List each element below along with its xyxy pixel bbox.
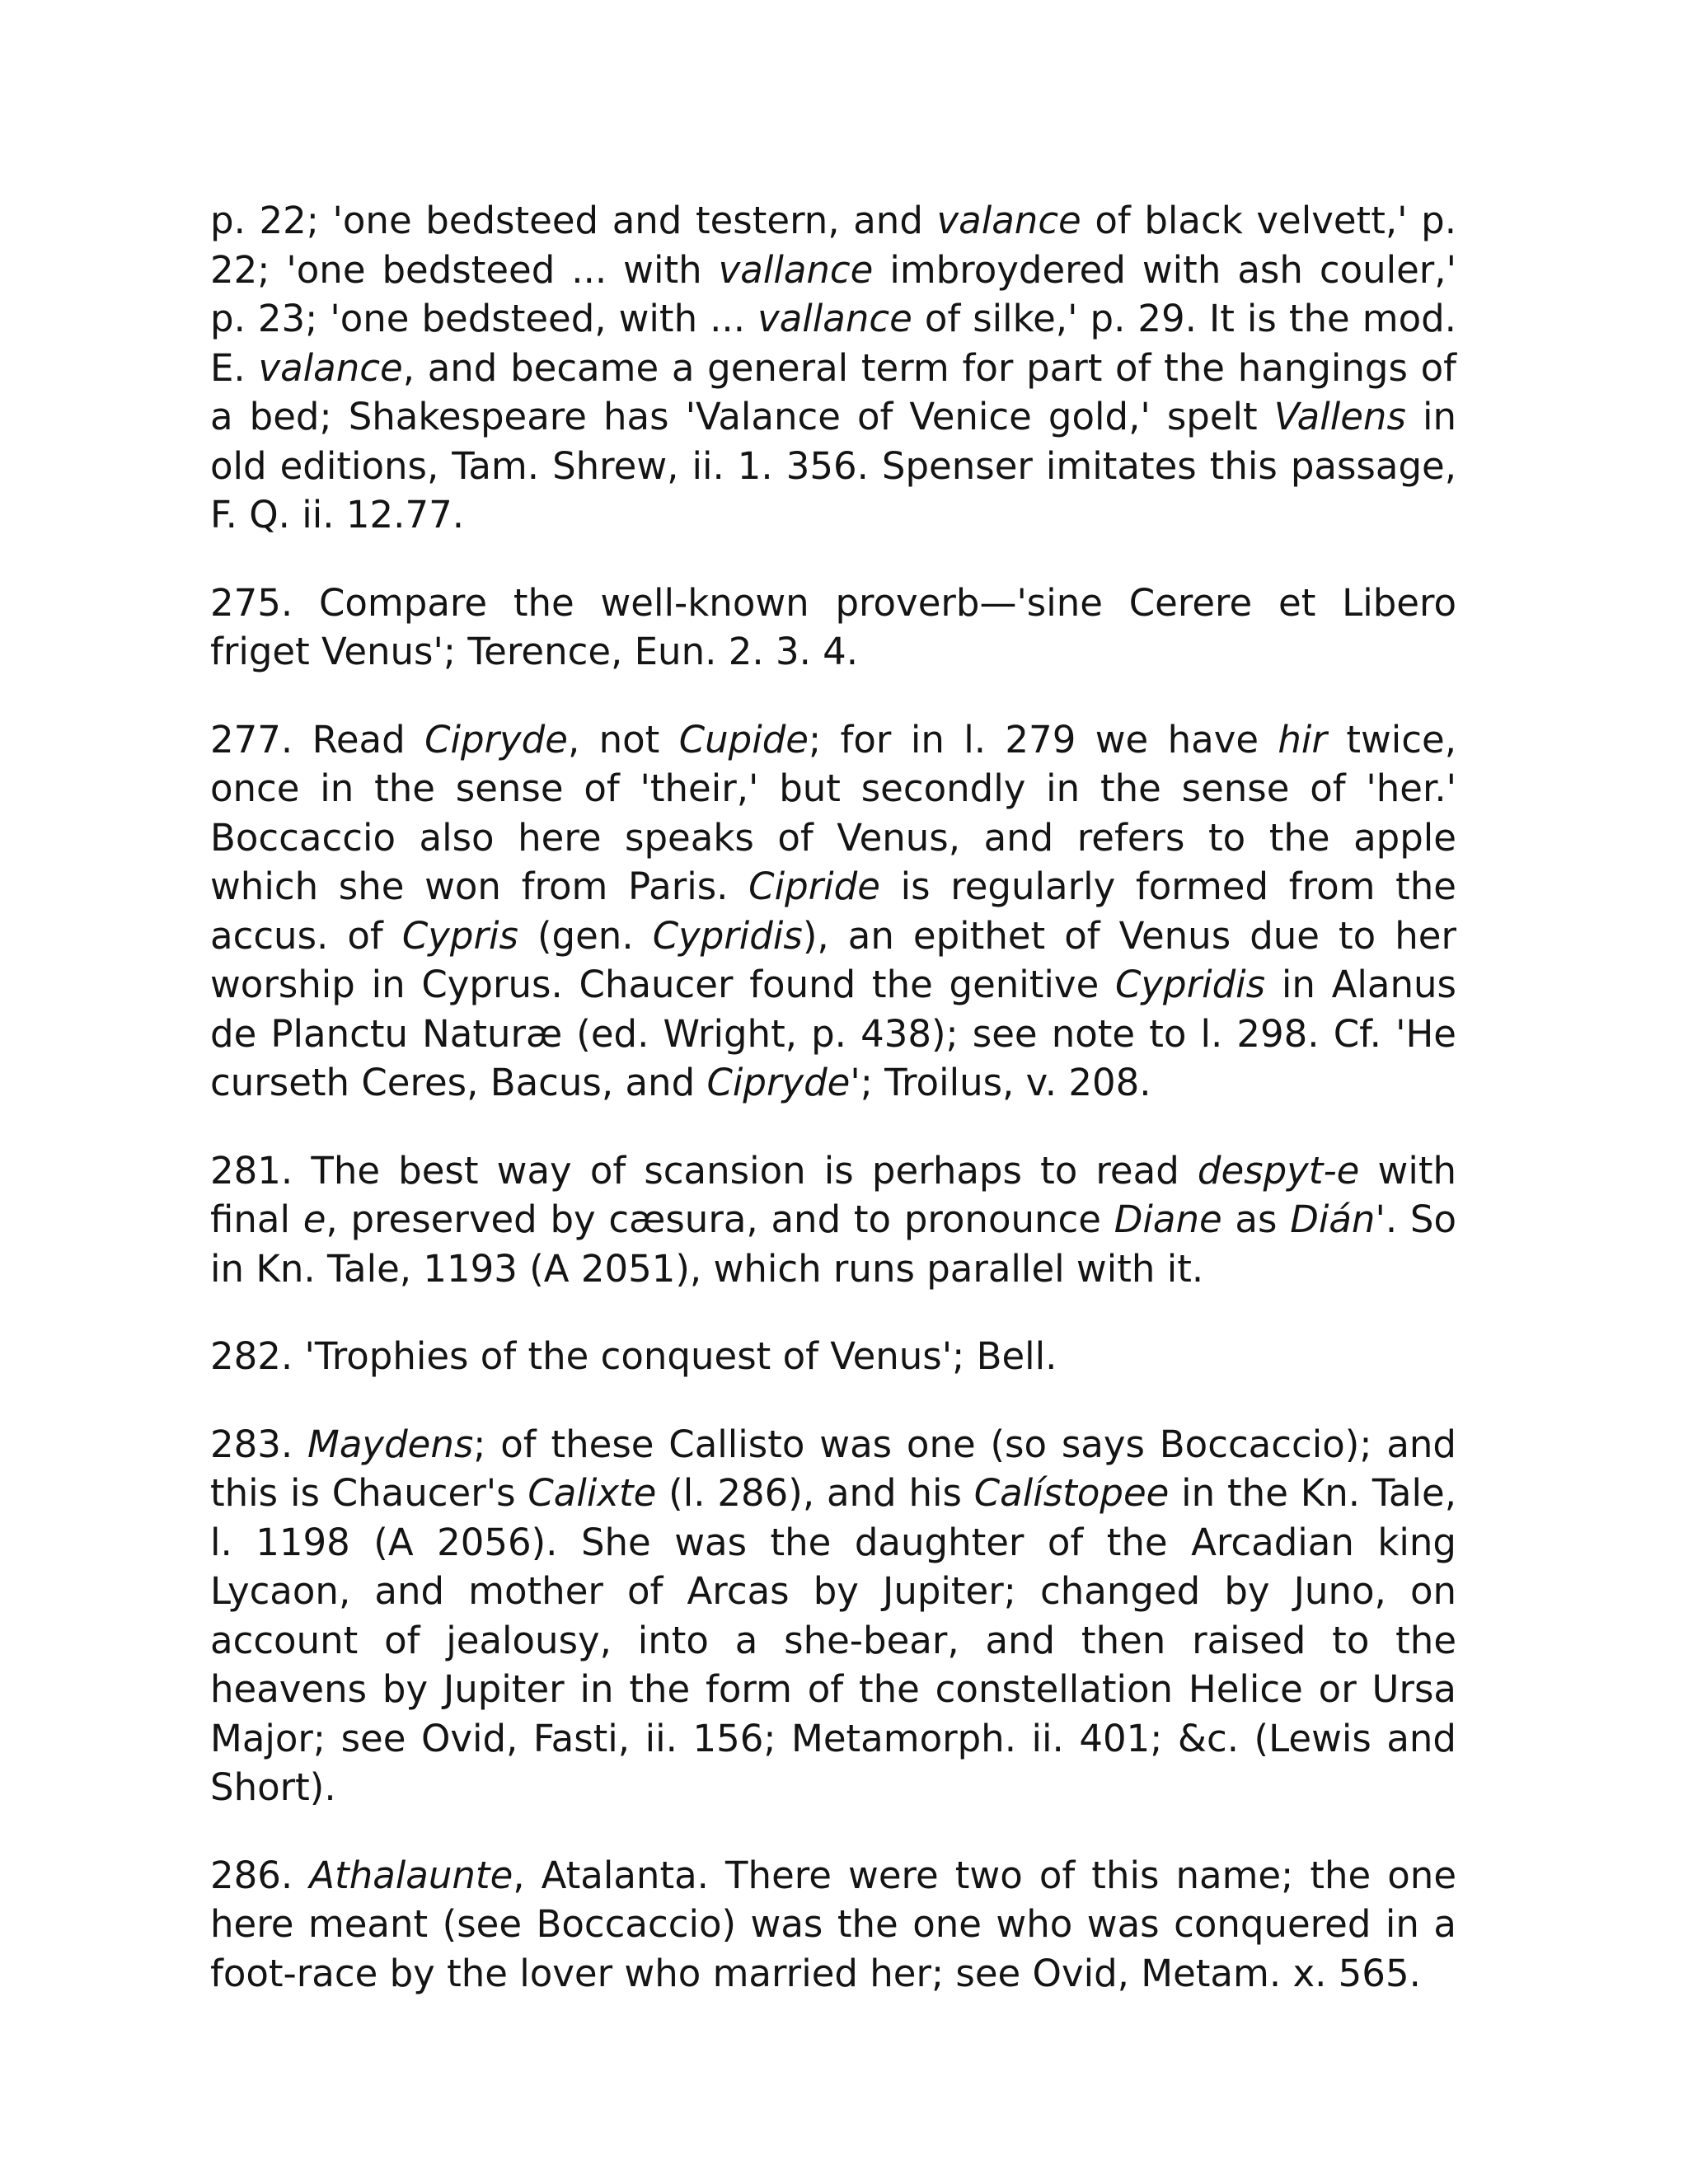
note-paragraph — [210, 1851, 1456, 1999]
text-run: , and became a general term for part of the hangings of a bed; Shakespeare has 'Valance of Venice gold,' spelt — [210, 345, 1456, 438]
text-run: in Alanus de Planctu Naturæ (ed. Wright, p. 438); see note to l. 298. Cf. 'He curseth Ceres, Bacus, and — [210, 963, 1456, 1104]
text-run: is regularly formed from the accus. of — [210, 865, 1456, 958]
text-run: 283. — [210, 1422, 308, 1466]
text-run: 275. Compare the well-known proverb—'sine Cerere et Libero friget Venus'; Terence, Eun. 2. 3. 4. — [210, 580, 1456, 673]
italic-text: e — [302, 1197, 326, 1241]
text-run: 281. The best way of scansion is perhaps to read — [210, 1148, 1198, 1193]
text-run: of silke,' p. 29. It is the mod. E. — [210, 297, 1456, 390]
text-run: 277. Read — [210, 717, 425, 762]
italic-text: Cipryde — [706, 1061, 851, 1104]
italic-text: Diane — [1114, 1197, 1222, 1241]
italic-text: Calístopee — [973, 1471, 1170, 1515]
italic-text: hir — [1278, 717, 1327, 762]
italic-text: Cypridis — [652, 913, 803, 958]
italic-text: valance — [258, 345, 403, 390]
italic-text: Cipryde — [424, 717, 568, 762]
italic-text: Maydens — [307, 1422, 474, 1466]
text-run: p. 22; 'one bedsteed and testern, and — [210, 199, 937, 242]
italic-text: Calixte — [528, 1471, 657, 1515]
text-run: (gen. — [518, 913, 653, 958]
text-run: in old editions, Tam. Shrew, ii. 1. 356. Spenser imitates this passage, F. Q. ii. 12.77. — [210, 395, 1457, 537]
text-run: . So in Kn. Tale, 1193 (A 2051), which runs parallel with it. — [210, 1197, 1456, 1291]
note-paragraph — [210, 196, 1456, 540]
italic-text: Cypridis — [1115, 963, 1266, 1006]
italic-text: valance — [936, 199, 1081, 242]
text-run: imbroydered with ash couler,' p. 23; 'one bedsteed, with ... — [210, 247, 1456, 340]
text-run: 286. — [210, 1853, 310, 1897]
text-run: ), an epithet of Venus due to her worship in Cyprus. Chaucer found the genitive — [210, 913, 1456, 1006]
italic-text: despyt-e — [1197, 1148, 1360, 1193]
italic-text: vallance — [718, 247, 874, 292]
note-paragraph — [210, 1332, 1456, 1381]
text-run: ; for in l. 279 we have — [809, 717, 1278, 762]
text-run: , preserved by cæsura, and to pronounce — [326, 1197, 1114, 1241]
italic-text: Athalaunte — [309, 1853, 513, 1897]
text-run: twice, once in the sense of 'their,' but secondly in the sense of 'her.' Boccaccio also here speaks of Venus, and refers to the apple which she won from Paris. — [210, 717, 1457, 908]
text-run: with final — [210, 1148, 1456, 1241]
text-run: as — [1221, 1197, 1291, 1241]
note-paragraph — [210, 1420, 1456, 1812]
text-run: '; Troilus, v. 208. — [850, 1061, 1151, 1104]
page-text — [210, 196, 1456, 2036]
italic-text: vallance — [757, 297, 912, 340]
text-run: ; of these Callisto was one (so says Boccaccio); and this is Chaucer's — [210, 1422, 1456, 1515]
text-run: 282. 'Trophies of the conquest of Venus'; Bell. — [210, 1334, 1057, 1378]
note-paragraph — [210, 715, 1456, 1108]
italic-text: Cypris — [401, 913, 518, 958]
text-run: , not — [567, 717, 679, 762]
note-paragraph — [210, 1146, 1456, 1294]
text-run: in the Kn. Tale, l. 1198 (A 2056). She was the daughter of the Arcadian king Lycaon, and mother of Arcas by Jupiter; changed by Juno, on account of jealousy, into a she-bear, and then raised to the heavens by Jupiter in the form of the constellation Helice or Ursa Major; see Ovid, Fasti, ii. 156; Metamorph. ii. 401; &c. (Lewis and Short). — [210, 1471, 1456, 1809]
text-run: , Atalanta. There were two of this name; the one here meant (see Boccaccio) was the one who was conquered in a foot-race by the lover who married her; see Ovid, Metam. x. 565. — [210, 1853, 1457, 1995]
italic-text: Dián' — [1290, 1197, 1386, 1241]
italic-text: Vallens — [1273, 395, 1406, 438]
note-paragraph — [210, 579, 1456, 677]
text-run: (l. 286), and his — [656, 1471, 974, 1515]
italic-text: Cupide — [678, 717, 809, 762]
italic-text: Cipride — [748, 865, 880, 908]
text-run: of black velvett,' p. 22; 'one bedsteed ... with — [210, 199, 1456, 292]
